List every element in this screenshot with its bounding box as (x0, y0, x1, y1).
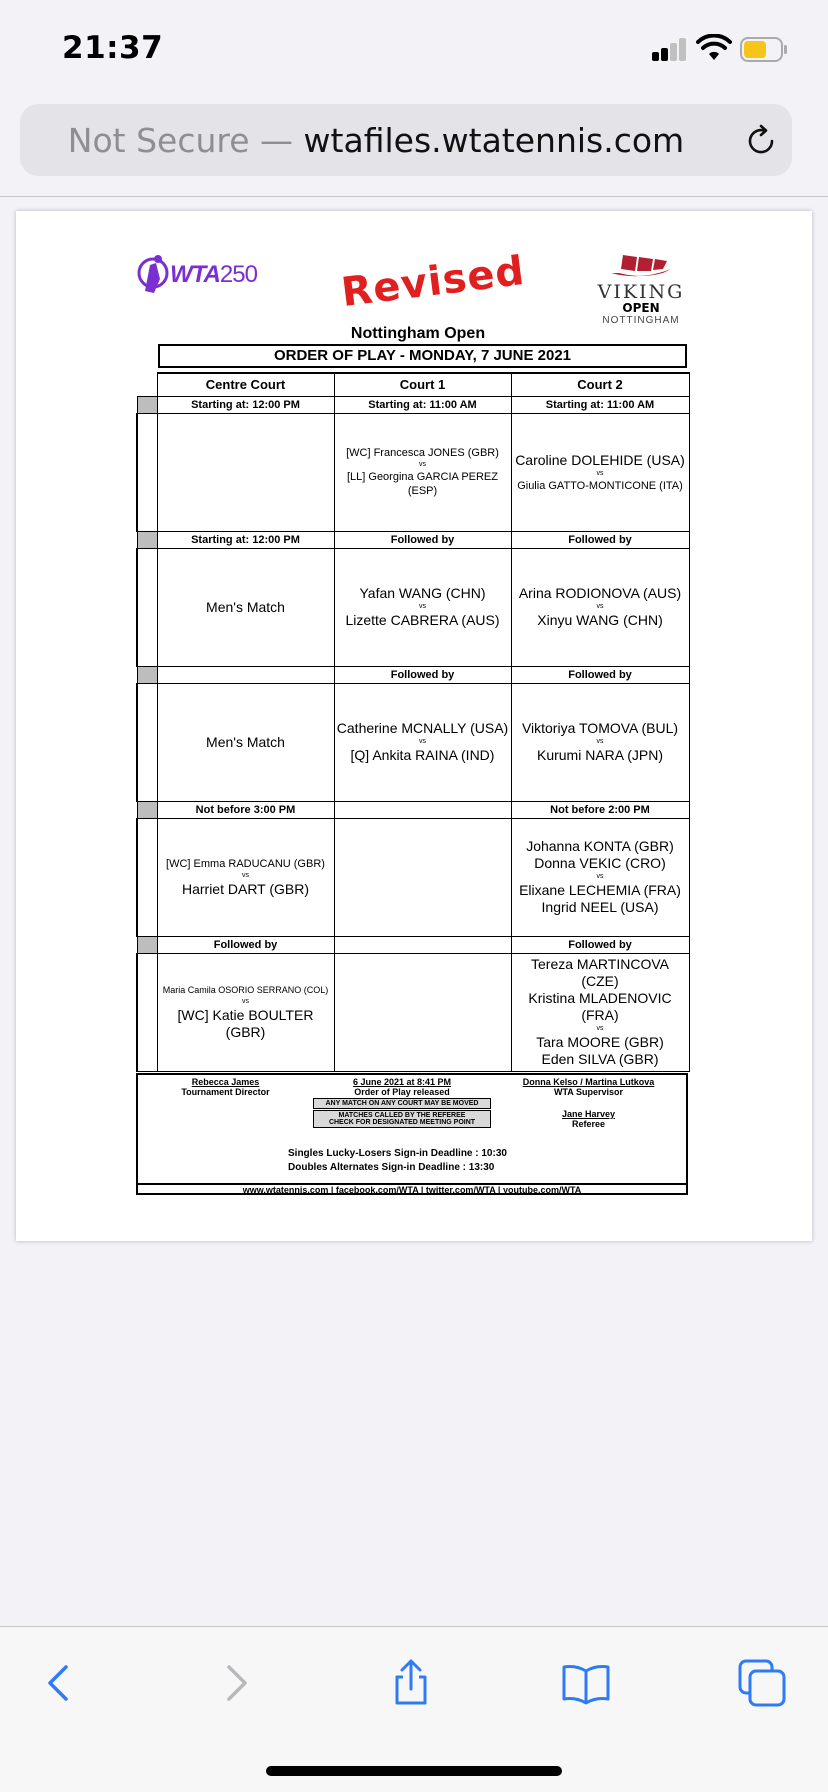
start-time: Followed by (157, 936, 334, 953)
viking-line-1: VIKING (597, 281, 685, 303)
player-name: Yafan WANG (CHN) (359, 585, 486, 601)
social-links[interactable]: www.wtatennis.com | facebook.com/WTA | twitter.com/WTA | youtube.com/WTA (136, 1183, 688, 1195)
player-name: Elixane LECHEMIA (FRA) (519, 882, 681, 898)
player-name: [WC] Francesca JONES (GBR) (346, 447, 499, 459)
match-label: Men's Match (206, 598, 285, 615)
player-name: Arina RODIONOVA (AUS) (518, 585, 682, 601)
match-cell (157, 413, 334, 531)
match-label: Men's Match (206, 733, 285, 750)
doubles-deadline: Doubles Alternates Sign-in Deadline : 13:30 (288, 1162, 495, 1173)
wta-logo-number: 250 (219, 261, 257, 288)
row-marker (137, 666, 157, 683)
row-marker (137, 801, 157, 818)
share-icon[interactable] (385, 1657, 437, 1709)
player-name: [LL] Georgina GARCIA PEREZ (ESP) (346, 471, 498, 497)
notice-referee-line1: MATCHES CALLED BY THE REFEREE (338, 1112, 466, 1119)
player-name: Viktoriya TOMOVA (BUL) (521, 720, 679, 736)
document-footer (136, 1073, 688, 1195)
tabs-icon[interactable] (736, 1657, 788, 1709)
supervisor-title: WTA Supervisor (553, 1087, 623, 1097)
notice-referee (313, 1110, 491, 1128)
notice-moved: ANY MATCH ON ANY COURT MAY BE MOVED (313, 1098, 491, 1109)
wta-player-icon (136, 253, 170, 299)
player-name: Tara MOORE (GBR) (536, 1034, 664, 1050)
player-name: Tereza MARTINCOVA (CZE) (531, 956, 669, 989)
start-time: Followed by (334, 666, 511, 683)
url-domain: wtafiles.wtatennis.com (303, 121, 685, 160)
start-time: Starting at: 11:00 AM (511, 396, 689, 413)
reload-icon[interactable] (742, 122, 780, 160)
released-label: Order of Play released (354, 1087, 450, 1097)
match-cell (157, 548, 334, 666)
player-name: Ingrid NEEL (USA) (541, 899, 659, 915)
vs-label: vs (419, 461, 426, 468)
start-time: Followed by (511, 531, 689, 548)
match-cell (511, 683, 689, 801)
start-time: Not before 2:00 PM (511, 801, 689, 818)
player-name: Giulia GATTO-MONTICONE (ITA) (517, 479, 683, 492)
player-name: Caroline DOLEHIDE (USA) (515, 451, 685, 468)
player-name: Maria Camila OSORIO SERRANO (COL) (162, 985, 329, 995)
schedule-grid (136, 372, 688, 1072)
vs-label: vs (419, 738, 426, 745)
vs-label: vs (242, 998, 249, 1005)
vs-label: vs (596, 873, 604, 880)
address-bar[interactable] (20, 104, 792, 176)
status-time: 21:37 (62, 30, 164, 66)
pdf-page (16, 211, 812, 1241)
player-name: Harriet DART (GBR) (181, 880, 310, 897)
not-secure-label: Not Secure — (67, 121, 294, 160)
home-indicator (266, 1766, 562, 1776)
court-header: Court 2 (511, 373, 689, 396)
start-time: Followed by (334, 531, 511, 548)
status-bar (0, 0, 828, 96)
court-header: Centre Court (157, 373, 334, 396)
start-time: Starting at: 12:00 PM (157, 396, 334, 413)
start-time: Followed by (511, 936, 689, 953)
match-cell (157, 953, 334, 1071)
player-name: Eden SILVA (GBR) (541, 1051, 659, 1067)
player-name: Kristina MLADENOVIC (FRA) (528, 990, 672, 1023)
back-icon[interactable] (33, 1657, 85, 1709)
singles-deadline: Singles Lucky-Losers Sign-in Deadline : 10:30 (288, 1148, 507, 1159)
wta-logo (136, 253, 256, 303)
court-header: Court 1 (334, 373, 511, 396)
match-cell (511, 953, 689, 1071)
start-time (334, 936, 511, 953)
viking-open-logo (591, 251, 691, 326)
match-cell (511, 548, 689, 666)
wta-logo-text: WTA (170, 261, 220, 288)
start-time: Followed by (511, 666, 689, 683)
start-time (334, 801, 511, 818)
start-time (157, 666, 334, 683)
player-name: Lizette CABRERA (AUS) (345, 612, 500, 628)
released-date: 6 June 2021 at 8:41 PM (352, 1077, 452, 1087)
row-marker (137, 396, 157, 413)
player-name: Donna VEKIC (CRO) (534, 855, 666, 871)
viking-ship-icon (601, 251, 681, 277)
player-name: [WC] Emma RADUCANU (GBR) (166, 857, 325, 870)
start-time: Starting at: 11:00 AM (334, 396, 511, 413)
match-cell (511, 413, 689, 531)
director-title: Tournament Director (181, 1087, 270, 1097)
director-name: Rebecca James (191, 1077, 260, 1087)
match-cell (157, 818, 334, 936)
wifi-icon (696, 34, 732, 62)
match-cell (334, 818, 511, 936)
match-cell (511, 818, 689, 936)
supervisor-name: Donna Kelso / Martina Lutkova (522, 1077, 655, 1087)
match-cell (334, 953, 511, 1071)
battery-icon (740, 37, 788, 62)
viking-line-3: NOTTINGHAM (602, 315, 680, 326)
match-cell (334, 548, 511, 666)
forward-icon[interactable] (210, 1657, 262, 1709)
sign-in-deadlines (288, 1147, 507, 1175)
tournament-title: Nottingham Open (350, 325, 486, 342)
toolbar-divider (0, 196, 828, 197)
vs-label: vs (596, 603, 604, 610)
player-name: Johanna KONTA (GBR) (526, 838, 674, 854)
player-name: [WC] Katie BOULTER (GBR) (177, 1007, 314, 1040)
start-time: Starting at: 12:00 PM (157, 531, 334, 548)
vs-label: vs (596, 1025, 604, 1032)
player-name: Kurumi NARA (JPN) (536, 747, 664, 763)
vs-label: vs (419, 603, 426, 610)
player-name: Xinyu WANG (CHN) (537, 612, 663, 628)
bookmarks-icon[interactable] (560, 1657, 612, 1709)
revised-stamp: Revised (338, 247, 528, 317)
vs-label: vs (242, 871, 249, 879)
row-marker (137, 531, 157, 548)
start-time: Not before 3:00 PM (157, 801, 334, 818)
vs-label: vs (596, 738, 604, 745)
url-text[interactable] (20, 121, 732, 160)
player-name: Catherine MCNALLY (USA) (336, 720, 509, 736)
notice-referee-line2: CHECK FOR DESIGNATED MEETING POINT (328, 1119, 476, 1126)
match-cell (334, 683, 511, 801)
vs-label: vs (596, 469, 604, 477)
order-of-play-heading: ORDER OF PLAY - MONDAY, 7 JUNE 2021 (158, 344, 687, 368)
row-marker (137, 936, 157, 953)
referee-title: Referee (571, 1119, 606, 1129)
player-name: [Q] Ankita RAINA (IND) (350, 747, 495, 763)
match-cell (157, 683, 334, 801)
viking-line-2: OPEN (622, 301, 660, 315)
referee-name: Jane Harvey (561, 1109, 616, 1119)
cellular-signal-icon (652, 37, 688, 61)
match-cell (334, 413, 511, 531)
